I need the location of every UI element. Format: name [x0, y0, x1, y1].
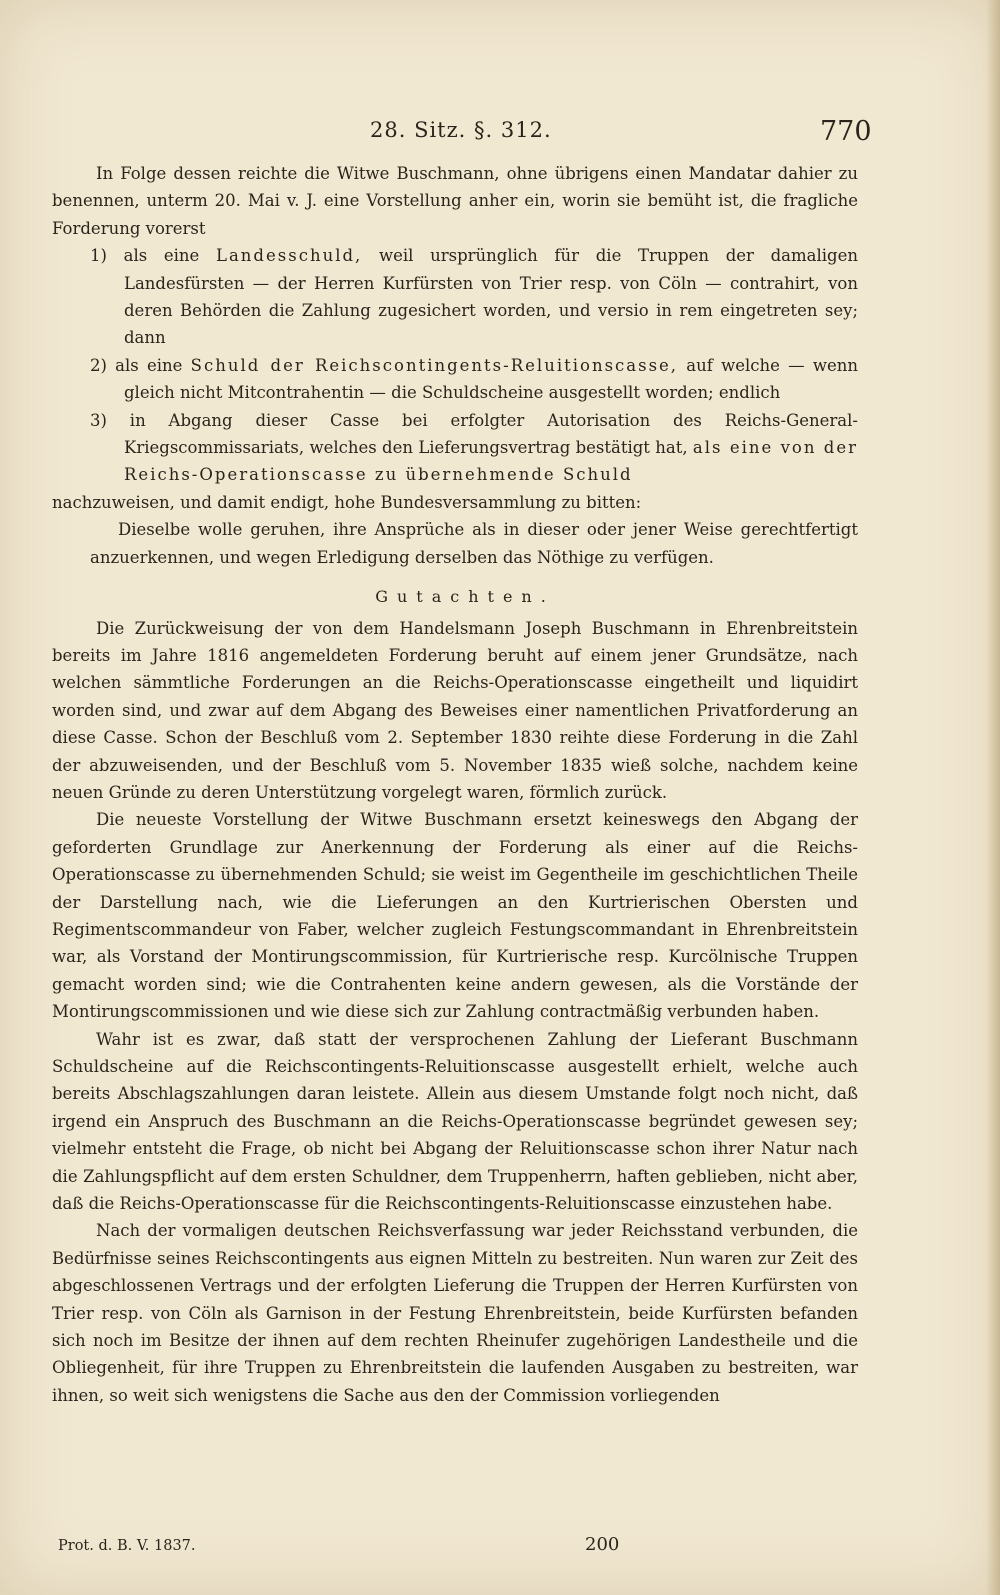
list-text: in Abgang dieser Casse bei erfolgter Autorisation des Reichs-General-Kriegscommissariats, welches den Lieferungsvertrag bestätigt hat, — [124, 410, 858, 458]
petition-quote: Dieselbe wolle geruhen, ihre Ansprüche als in dieser oder jener Weise gerechtfertigt anzuerkennen, und wegen Erledigung derselben das Nöthige zu verfügen. — [90, 520, 858, 567]
list-item-3 — [52, 407, 858, 489]
sheet-number: 200 — [585, 1534, 620, 1555]
list-text: weil ursprünglich für die Truppen der damaligen Landesfürsten — der Herren Kurfürsten von Trier resp. von Cöln — contrahirt, von deren Behörden die Zahlung zugesichert worden, und versio in rem eingetreten sey; dann — [124, 246, 859, 348]
list-number: 2) — [90, 355, 107, 375]
list-item-1 — [52, 242, 858, 352]
emphasized-text: als eine von der Reichs-Operationscasse zu übernehmende Schuld — [124, 438, 858, 485]
section-title: Gutachten. — [375, 587, 555, 607]
opinion-paragraph-1: Die Zurückweisung der von dem Handelsmann Joseph Buschmann in Ehrenbreitstein bereits im Jahre 1816 angemeldeten Forderung beruht auf einem jener Grundsätze, nach welchen sämmtliche Forderungen an die Reichs-Operationscasse eingetheilt und liquidirt worden sind, und zwar auf dem Abgang des Beweises einer namentlichen Privatforderung an diese Casse. Schon der Beschluß vom 2. September 1830 reihte diese Forderung in die Zahl der abzuweisenden, und der Beschluß vom 5. November 1835 wieß solche, nachdem keine neuen Gründe zu deren Unterstützung vorgelegt waren, förmlich zurück. — [52, 618, 858, 802]
opinion-paragraph-4: Nach der vormaligen deutschen Reichsverfassung war jeder Reichsstand verbunden, die Bedürfnisse seines Reichscontingents aus eignen Mitteln zu bestreiten. Nun waren zur Zeit des abgeschlossenen Vertrags und der erfolgten Lieferung die Truppen der Herren Kurfürsten von Trier resp. von Cöln als Garnison in der Festung Ehrenbreitstein, beide Kurfürsten befanden sich noch im Besitze der ihnen auf dem rechten Rheinufer zugehörigen Landestheile und die Obliegenheit, für ihre Truppen zu Ehrenbreitstein die laufenden Ausgaben zu bestreiten, war ihnen, so weit sich wenigstens die Sache aus den der Commission vorliegenden — [52, 1221, 858, 1405]
page-footer — [0, 1534, 1000, 1564]
protocol-signature: Prot. d. B. V. 1837. — [58, 1538, 196, 1554]
list-number: 3) — [90, 410, 107, 430]
running-header — [0, 118, 1000, 148]
emphasized-text: Schuld der Reichscontingents-Reluitionscasse, — [190, 355, 679, 375]
session-reference: 28. Sitz. §. 312. — [370, 118, 552, 142]
list-text: auf welche — wenn gleich nicht Mitcontrahentin — die Schuldscheine ausgestellt worden; endlich — [124, 355, 858, 403]
list-number: 1) — [90, 246, 107, 266]
list-text: als eine — [123, 246, 200, 266]
list-text: als eine — [115, 355, 183, 375]
page-edge — [986, 0, 1000, 1595]
continuation-paragraph: nachzuweisen, und damit endigt, hohe Bundesversammlung zu bitten: — [52, 492, 642, 512]
emphasized-text: Landesschuld, — [216, 246, 363, 266]
intro-paragraph: In Folge dessen reichte die Witwe Buschmann, ohne übrigens einen Mandatar dahier zu benennen, unterm 20. Mai v. J. eine Vorstellung anher ein, worin sie bemüht ist, die fragliche Forderung vorerst — [52, 164, 858, 238]
list-item-2 — [52, 352, 858, 407]
opinion-paragraph-2: Die neueste Vorstellung der Witwe Buschmann ersetzt keineswegs den Abgang der geforderten Grundlage zur Anerkennung der Forderung als einer auf die Reichs-Operationscasse zu übernehmenden Schuld; sie weist im Gegentheile im geschichtlichen Theile der Darstellung nach, wie die Lieferungen an den Kurtrierischen Obersten und Regimentscommandeur von Faber, welcher zugleich Festungscommandant in Ehrenbreitstein war, als Vorstand der Montirungscommission, für Kurtrierische resp. Kurcölnische Truppen gemacht worden sind; wie die Contrahenten keine andern gewesen, als die Vorstände der Montirungscommissionen und wie diese sich zur Zahlung contractmäßig verbunden haben. — [52, 810, 858, 1022]
page-body — [52, 160, 858, 1409]
opinion-paragraph-3: Wahr ist es zwar, daß statt der versprochenen Zahlung der Lieferant Buschmann Schuldscheine auf die Reichscontingents-Reluitionscasse ausgestellt erhielt, welche auch bereits Abschlagszahlungen daran leistete. Allein aus diesem Umstande folgt noch nicht, daß irgend ein Anspruch des Buschmann an die Reichs-Operationscasse begründet gewesen sey; vielmehr entsteht die Frage, ob nicht bei Abgang der Reluitionscasse schon ihrer Natur nach die Zahlungspflicht auf dem ersten Schuldner, dem Truppenherrn, haften geblieben, nicht aber, daß die Reichs-Operationscasse für die Reichscontingents-Reluitionscasse einzustehen habe. — [52, 1029, 858, 1214]
page-number: 770 — [820, 116, 872, 147]
